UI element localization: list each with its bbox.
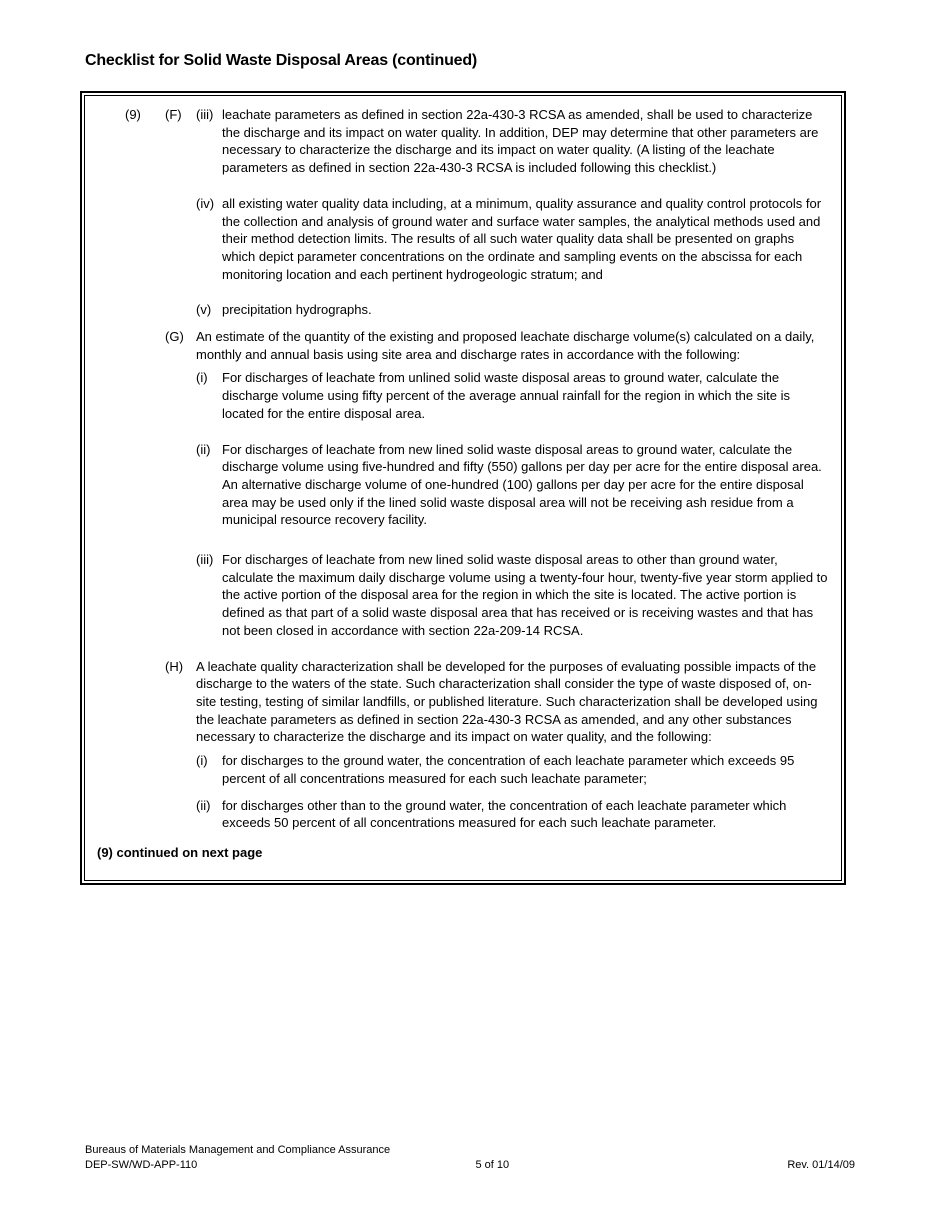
checklist-item [97, 369, 829, 422]
checklist-item [97, 752, 829, 787]
checklist-item [97, 106, 829, 177]
item-letter: (H) [165, 658, 184, 674]
item-number [125, 752, 165, 787]
item-marker: (iii) [196, 107, 214, 122]
item-marker: (i) [196, 370, 208, 386]
checklist-item [97, 301, 829, 319]
item-number [125, 797, 165, 832]
checklist-item [97, 551, 829, 640]
item-number: (9) [125, 107, 141, 122]
item-marker: (ii) [196, 441, 211, 457]
page-title: Checklist for Solid Waste Disposal Areas (continued) [85, 52, 478, 69]
footer-form-id: DEP-SW/WD-APP-110 [85, 1159, 198, 1171]
item-text: leachate parameters as defined in section 22a-430-3 RCSA as amended, shall be used to characterize the discharge and its impact on water quality. In addition, DEP may determine that other parameters are necessary to characterize the discharge and its impact on water quality. (A listing of the leachate parameters as defined in section 22a-430-3 RCSA is included following this checklist.) [222, 107, 819, 176]
footer-bureau: Bureaus of Materials Management and Compliance Assurance [85, 1144, 391, 1156]
continued-note: (9) continued on next page [97, 844, 263, 860]
item-marker: (v) [196, 302, 212, 318]
item-letter [165, 441, 196, 530]
item-letter [165, 752, 196, 787]
item-marker: (ii) [196, 797, 211, 813]
footer-page-number: 5 of 10 [475, 1159, 510, 1171]
item-letter [165, 301, 196, 319]
checklist-item [97, 441, 829, 530]
item-number [125, 441, 165, 530]
item-letter: (F) [165, 107, 182, 122]
item-text: all existing water quality data including, at a minimum, quality assurance and quality control protocols for the collection and analysis of ground water and surface water samples, the analytical methods used and their method detection limits. The results of all such water quality data shall be presented on graphs which depict parameter concentrations on the ordinate and sampling events on the abscissa for each monitoring location and each pertinent hydrogeologic stratum; and [222, 195, 822, 282]
item-letter [165, 369, 196, 422]
item-text: An estimate of the quantity of the existing and proposed leachate discharge volume(s) calculated on a daily, monthly and annual basis using site area and discharge rates in accordance with the following: [196, 329, 815, 362]
item-letter [165, 195, 196, 284]
item-number [125, 658, 165, 747]
item-text: For discharges of leachate from new lined solid waste disposal areas to other than ground water, calculate the maximum daily discharge volume using a twenty-four hour, twenty-five year storm applied to the active portion of the disposal area for the region in which the site is located. The active portion is defined as that part of a solid waste disposal area that has received or is receiving wastes and that has not been closed in accordance with section 22a-209-14 RCSA. [222, 552, 828, 638]
item-text: for discharges to the ground water, the concentration of each leachate parameter which exceeds 95 percent of all concentrations measured for each such leachate parameter; [222, 753, 795, 786]
item-letter [165, 551, 196, 640]
item-text: For discharges of leachate from new lined solid waste disposal areas to ground water, calculate the discharge volume using five-hundred and fifty (550) gallons per day per acre for the entire disposal area. An alternative discharge volume of one-hundred (100) gallons per day per acre for the entire disposal area may be used only if the lined solid waste disposal area will not be receiving ash residue from a municipal resource recovery facility. [222, 441, 822, 528]
checklist-box [80, 91, 846, 885]
checklist-box-inner [84, 95, 842, 881]
item-text: A leachate quality characterization shall be developed for the purposes of evaluating possible impacts of the discharge to the waters of the state. Such characterization shall consider the type of waste disposed of, on-site testing, testing of similar landfills, or published literature. Such characterization shall be developed using the leachate parameters as defined in section 22a-430-3 RCSA as amended, and any other substances necessary to characterize the discharge and its impact on water quality, and the following: [196, 658, 818, 745]
footer-revision: Rev. 01/14/09 [787, 1159, 855, 1171]
item-letter [165, 797, 196, 832]
footer-row [85, 1158, 855, 1173]
item-marker: (iii) [196, 552, 214, 568]
item-text: precipitation hydrographs. [222, 302, 372, 318]
checklist-item [97, 797, 829, 832]
item-number [125, 328, 165, 363]
item-letter: (G) [165, 329, 184, 345]
item-text: for discharges other than to the ground water, the concentration of each leachate parameter which exceeds 50 percent of all concentrations measured for each such leachate parameter. [222, 797, 787, 831]
item-number [125, 195, 165, 284]
checklist-item [97, 328, 829, 363]
item-number [125, 551, 165, 640]
checklist-item [97, 658, 829, 747]
footer [85, 1143, 855, 1173]
item-number [125, 301, 165, 319]
checklist-item [97, 195, 829, 284]
item-marker: (iv) [196, 195, 215, 211]
item-text: For discharges of leachate from unlined solid waste disposal areas to ground water, calculate the discharge volume using fifty percent of the average annual rainfall for the region in which the site is located for the entire disposal area. [222, 370, 790, 421]
item-number [125, 369, 165, 422]
item-marker: (i) [196, 753, 208, 769]
